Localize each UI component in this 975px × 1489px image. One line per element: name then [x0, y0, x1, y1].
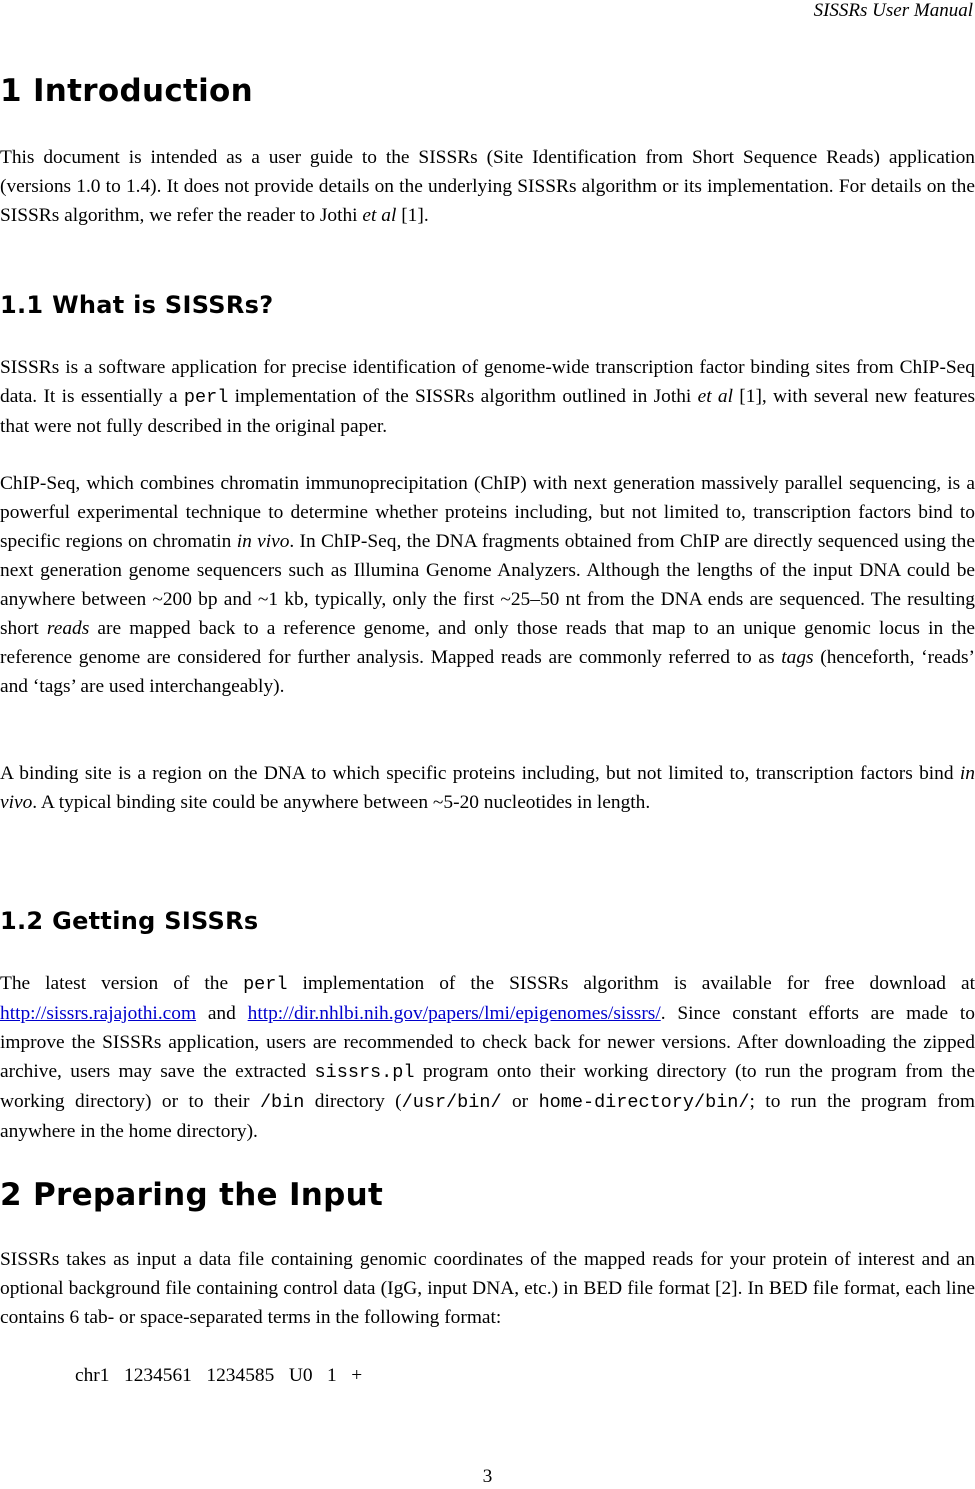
text-run: SISSRs is a software application for precise identification of genome-wide transcription factor binding sites from ChIP-Seq data. It is essentially a — [0, 357, 975, 407]
code-perl: perl — [183, 387, 229, 408]
bed-format-example: chr1 1234561 1234585 U0 1 + — [75, 1365, 363, 1386]
text-run: ; to run the program from anywhere in the home directory). — [0, 1091, 975, 1142]
text-run: and — [196, 1003, 248, 1024]
code-usr-bin: /usr/bin/ — [401, 1092, 502, 1113]
code-bin: /bin — [259, 1092, 305, 1113]
heading-preparing-input: 2 Preparing the Input — [0, 1177, 384, 1213]
what-is-paragraph-1 — [0, 353, 975, 441]
text-run: [1]. — [396, 205, 429, 226]
getting-paragraph — [0, 969, 975, 1146]
citation-etal: et al — [697, 386, 733, 407]
text-run: are mapped back to a reference genome, and only those reads that map to an unique genomic locus in the reference genome are considered for further analysis. Mapped reads are commonly referred to as — [0, 618, 975, 668]
what-is-paragraph-2 — [0, 469, 975, 701]
code-perl: perl — [243, 974, 288, 995]
term-tags: tags — [781, 647, 814, 668]
citation-etal: et al — [362, 205, 397, 226]
text-run: A binding site is a region on the DNA to which specific proteins including, but not limited to, transcription factors bind — [0, 763, 960, 784]
text-run: (henceforth, ‘reads’ and ‘tags’ are used interchangeably). — [0, 647, 975, 697]
input-paragraph: SISSRs takes as input a data file containing genomic coordinates of the mapped reads for your protein of interest and an optional background file containing control data (IgG, input DNA, etc.) in BED file format [2]. In BED file format, each line contains 6 tab- or space-separated terms in the following format: — [0, 1249, 975, 1328]
heading-getting-sissrs: 1.2 Getting SISSRs — [0, 907, 259, 935]
text-run: implementation of the SISSRs algorithm outlined in Jothi — [228, 386, 698, 407]
code-home-bin: home-directory/bin/ — [538, 1092, 750, 1113]
link-sissrs-rajajothi[interactable]: http://sissrs.rajajothi.com — [0, 1003, 197, 1024]
text-run: . A typical binding site could be anywhere between ~5-20 nucleotides in length. — [32, 792, 651, 813]
text-run: . In ChIP-Seq, the DNA fragments obtained from ChIP are directly sequenced using the next generation genome sequencers such as Illumina Genome Analyzers. Although the lengths of the input DNA could be anywhere between ~200 bp and ~1 kb, typically, only the first ~25–50 nt from the DNA ends are sequenced. The resulting short — [0, 531, 975, 639]
term-in-vivo: in vivo — [236, 531, 290, 552]
text-run: directory ( — [304, 1091, 402, 1112]
intro-paragraph — [0, 143, 975, 230]
heading-introduction: 1 Introduction — [0, 73, 254, 109]
text-run: [1], with several new features that were not fully described in the original paper. — [0, 386, 975, 437]
text-run: or — [501, 1091, 539, 1112]
page-number: 3 — [482, 1466, 493, 1487]
text-run: ChIP-Seq, which combines chromatin immunoprecipitation (ChIP) with next generation massively parallel sequencing, is a powerful experimental technique to determine whether proteins including, but not limited to, transcription factors bind to specific regions on chromatin — [0, 473, 975, 552]
heading-what-is-sissrs: 1.1 What is SISSRs? — [0, 291, 274, 319]
term-in-vivo: in vivo — [0, 763, 975, 813]
link-nhlbi-sissrs[interactable]: http://dir.nhlbi.nih.gov/papers/lmi/epigenomes/sissrs/ — [247, 1003, 661, 1024]
what-is-paragraph-3 — [0, 759, 975, 817]
code-sissrs-pl: sissrs.pl — [314, 1062, 415, 1083]
text-run: program onto their working directory (to run the program from the working directory) or to their — [0, 1061, 975, 1112]
text-run: . Since constant efforts are made to improve the SISSRs application, users are recommended to check back for newer versions. After downloading the zipped archive, users may save the extracted — [0, 1003, 975, 1082]
term-reads: reads — [46, 618, 90, 639]
text-run: The latest version of the — [0, 973, 244, 994]
text-run: This document is intended as a user guide to the SISSRs (Site Identification from Short Sequence Reads) application (versions 1.0 to 1.4). It does not provide details on the underlying SISSRs algorithm or its implementation. For details on the SISSRs algorithm, we refer the reader to Jothi — [0, 147, 975, 226]
running-header: SISSRs User Manual — [813, 0, 973, 21]
text-run: implementation of the SISSRs algorithm is available for free download at — [287, 973, 975, 994]
